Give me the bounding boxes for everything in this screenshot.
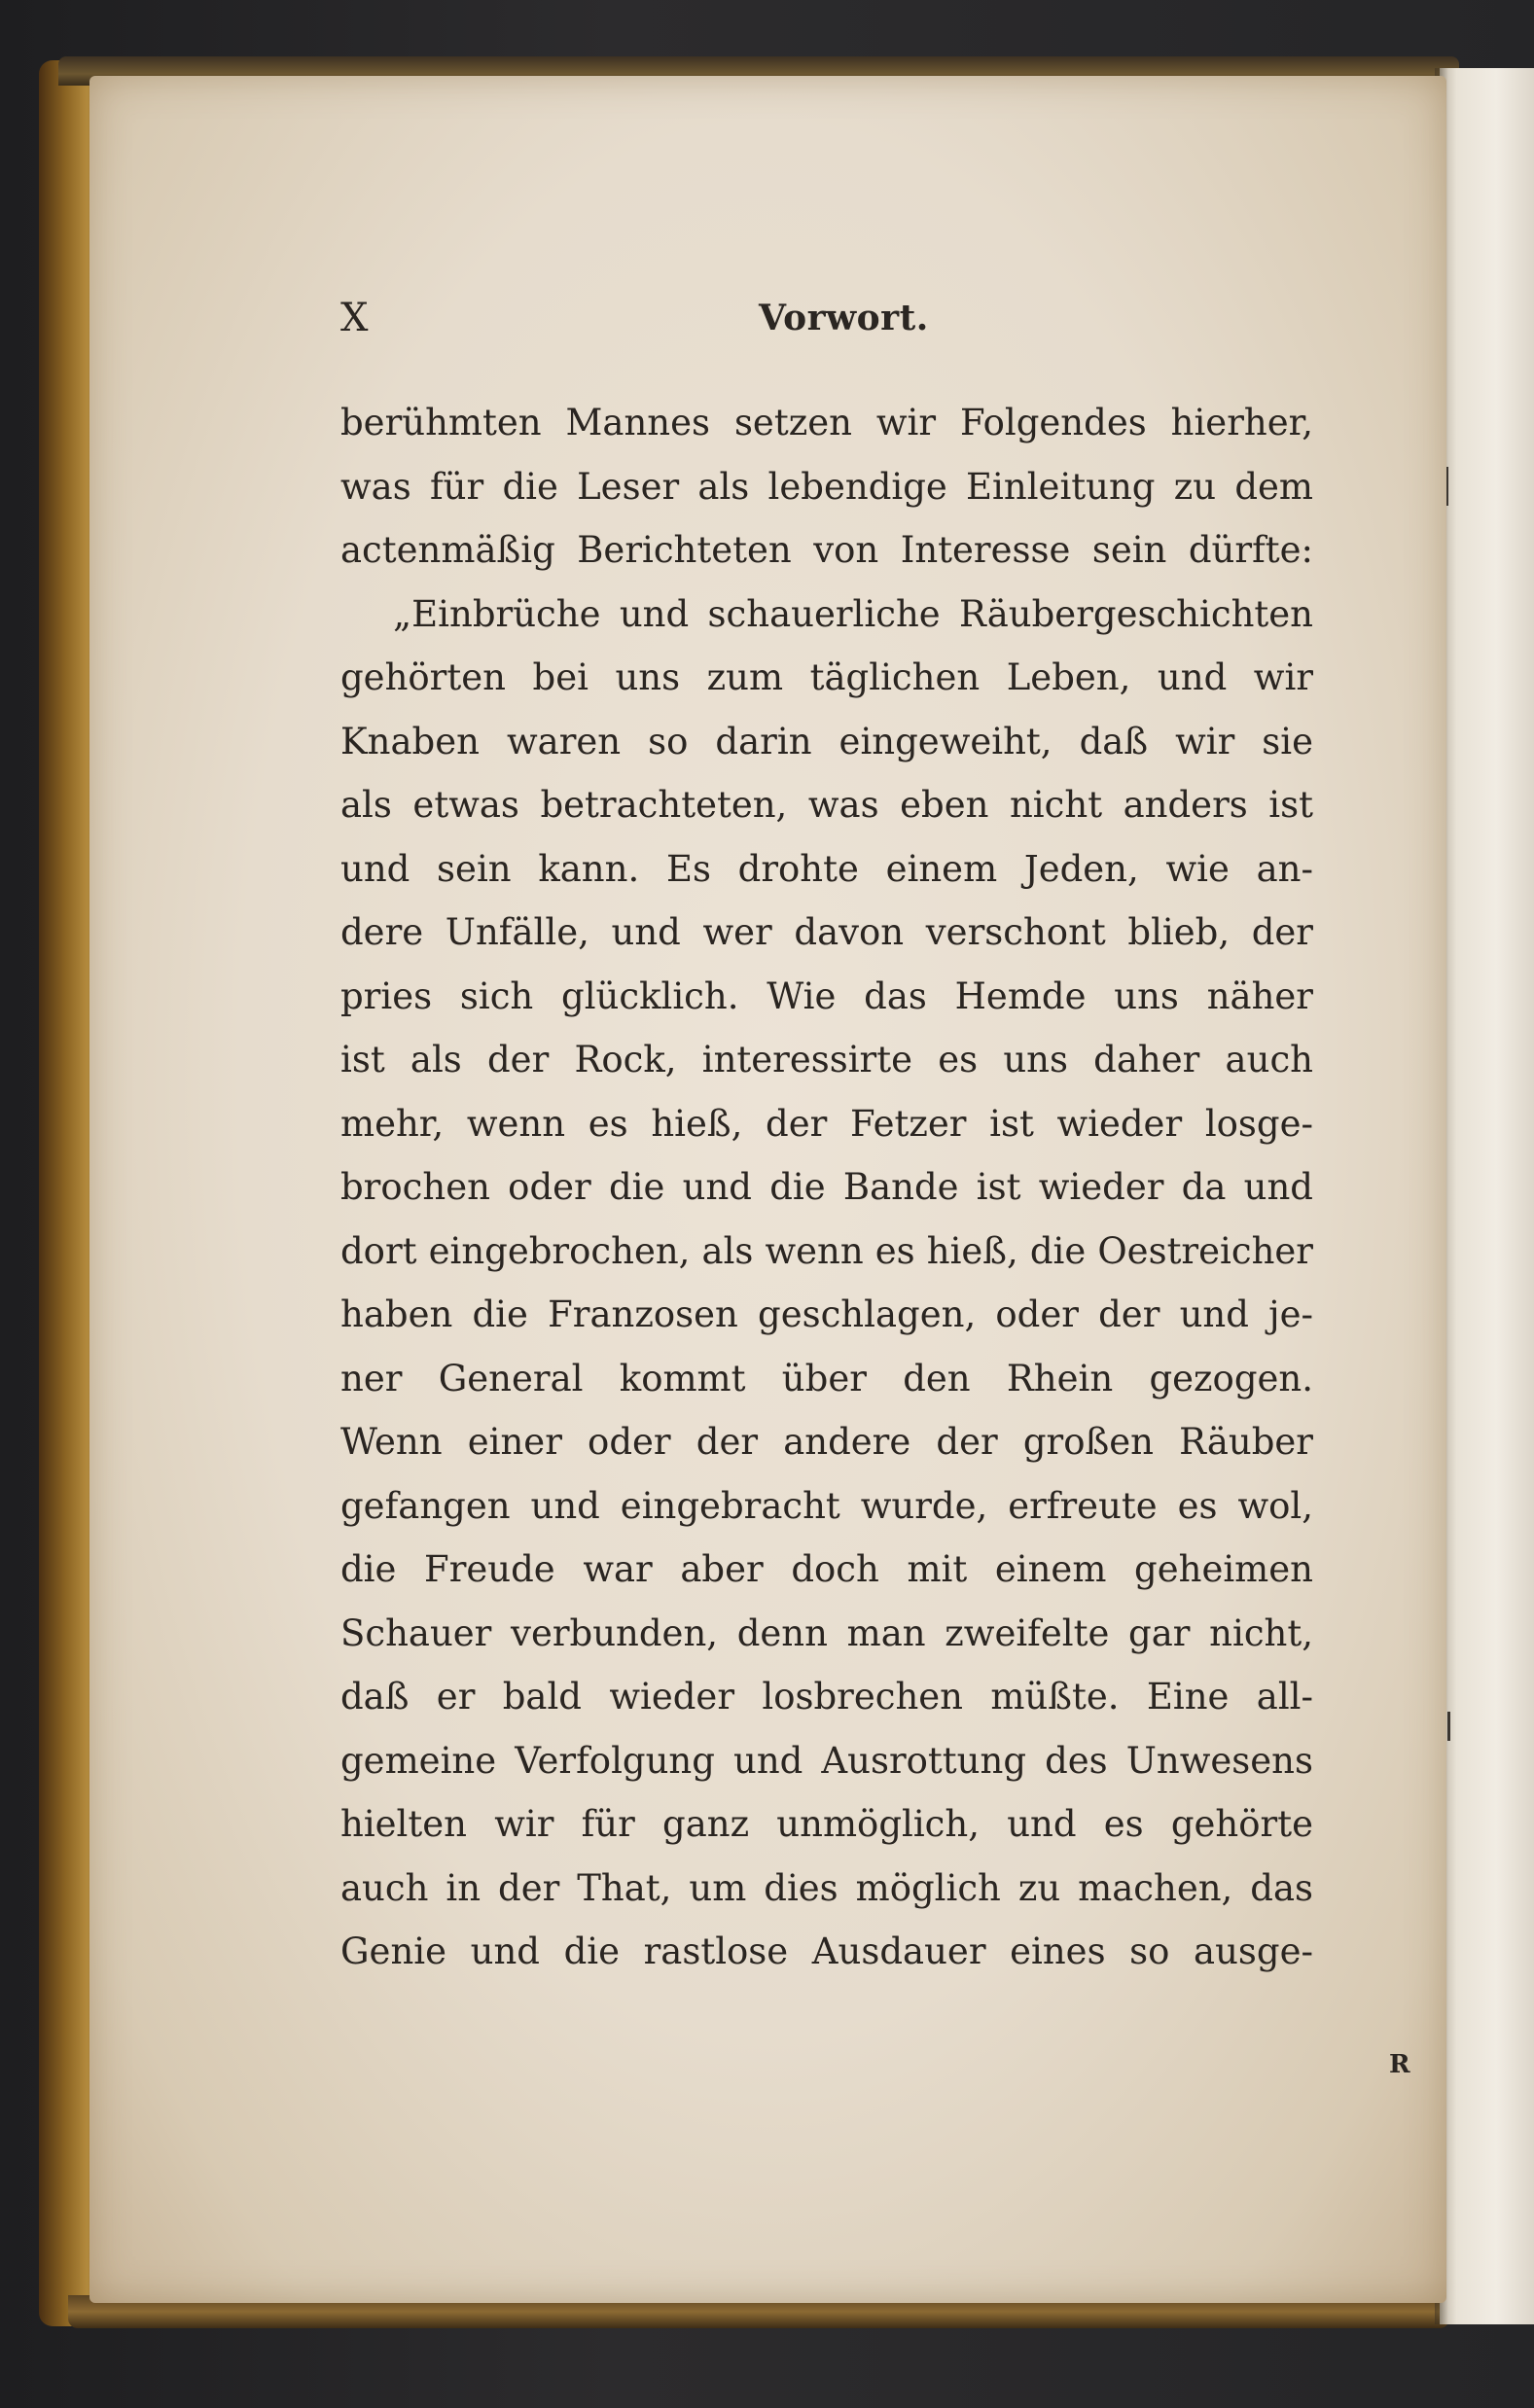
text-line: dere Unfälle, und wer davon verschont blieb, der (340, 911, 1313, 953)
text-line: Knaben waren so darin eingeweiht, daß wir sie (340, 720, 1313, 762)
text-line: ner General kommt über den Rhein gezogen. (340, 1357, 1313, 1399)
text-line: berühmten Mannes setzen wir Folgendes hierher, (340, 402, 1313, 443)
text-line: gemeine Verfolgung und Ausrottung des Unwesens (340, 1739, 1313, 1782)
text-line: haben die Franzosen geschlagen, oder der und je- (340, 1293, 1313, 1335)
text-line: als etwas betrachteten, was eben nicht anders ist (340, 784, 1313, 826)
text-line: dort eingebrochen, als wenn es hieß, die Oestreicher (340, 1229, 1313, 1272)
text-line: was für die Leser als lebendige Einleitung zu dem (340, 465, 1313, 508)
text-line: Wenn einer oder der andere der großen Räuber (340, 1421, 1313, 1463)
text-line: Genie und die rastlose Ausdauer eines so ausge- (340, 1930, 1313, 1972)
text-line: auch in der That, um dies möglich zu machen, das (340, 1866, 1313, 1909)
text-line: die Freude war aber doch mit einem geheimen (340, 1548, 1313, 1590)
text-line: und sein kann. Es drohte einem Jeden, wie an- (340, 847, 1313, 890)
text-line: Schauer verbunden, denn man zweifelte gar nicht, (340, 1611, 1313, 1654)
text-line: brochen oder die und die Bande ist wieder da und (340, 1166, 1313, 1208)
text-line: pries sich glücklich. Wie das Hemde uns näher (340, 974, 1313, 1017)
page-number: X (340, 296, 369, 340)
running-title: Vorwort. (759, 298, 929, 338)
body-text (340, 391, 1313, 1984)
text-line: hielten wir für ganz unmöglich, und es gehörte (340, 1803, 1313, 1845)
facing-page-edge (1440, 68, 1534, 2324)
signature-mark: R (1389, 2050, 1410, 2079)
text-line: „Einbrüche und schauerliche Räubergeschichten (393, 592, 1313, 635)
text-line: daß er bald wieder losbrechen müßte. Eine all- (340, 1676, 1313, 1717)
text-line: gefangen und eingebracht wurde, erfreute es wol, (340, 1484, 1313, 1527)
text-line: actenmäßig Berichteten von Interesse sein dürfte: (340, 529, 1313, 571)
running-head (340, 294, 1313, 342)
text-line: mehr, wenn es hieß, der Fetzer ist wieder losge- (340, 1102, 1313, 1145)
text-line: gehörten bei uns zum täglichen Leben, und wir (340, 656, 1313, 698)
facing-page-mark (1447, 1712, 1450, 1741)
text-line: ist als der Rock, interessirte es uns daher auch (340, 1039, 1313, 1080)
